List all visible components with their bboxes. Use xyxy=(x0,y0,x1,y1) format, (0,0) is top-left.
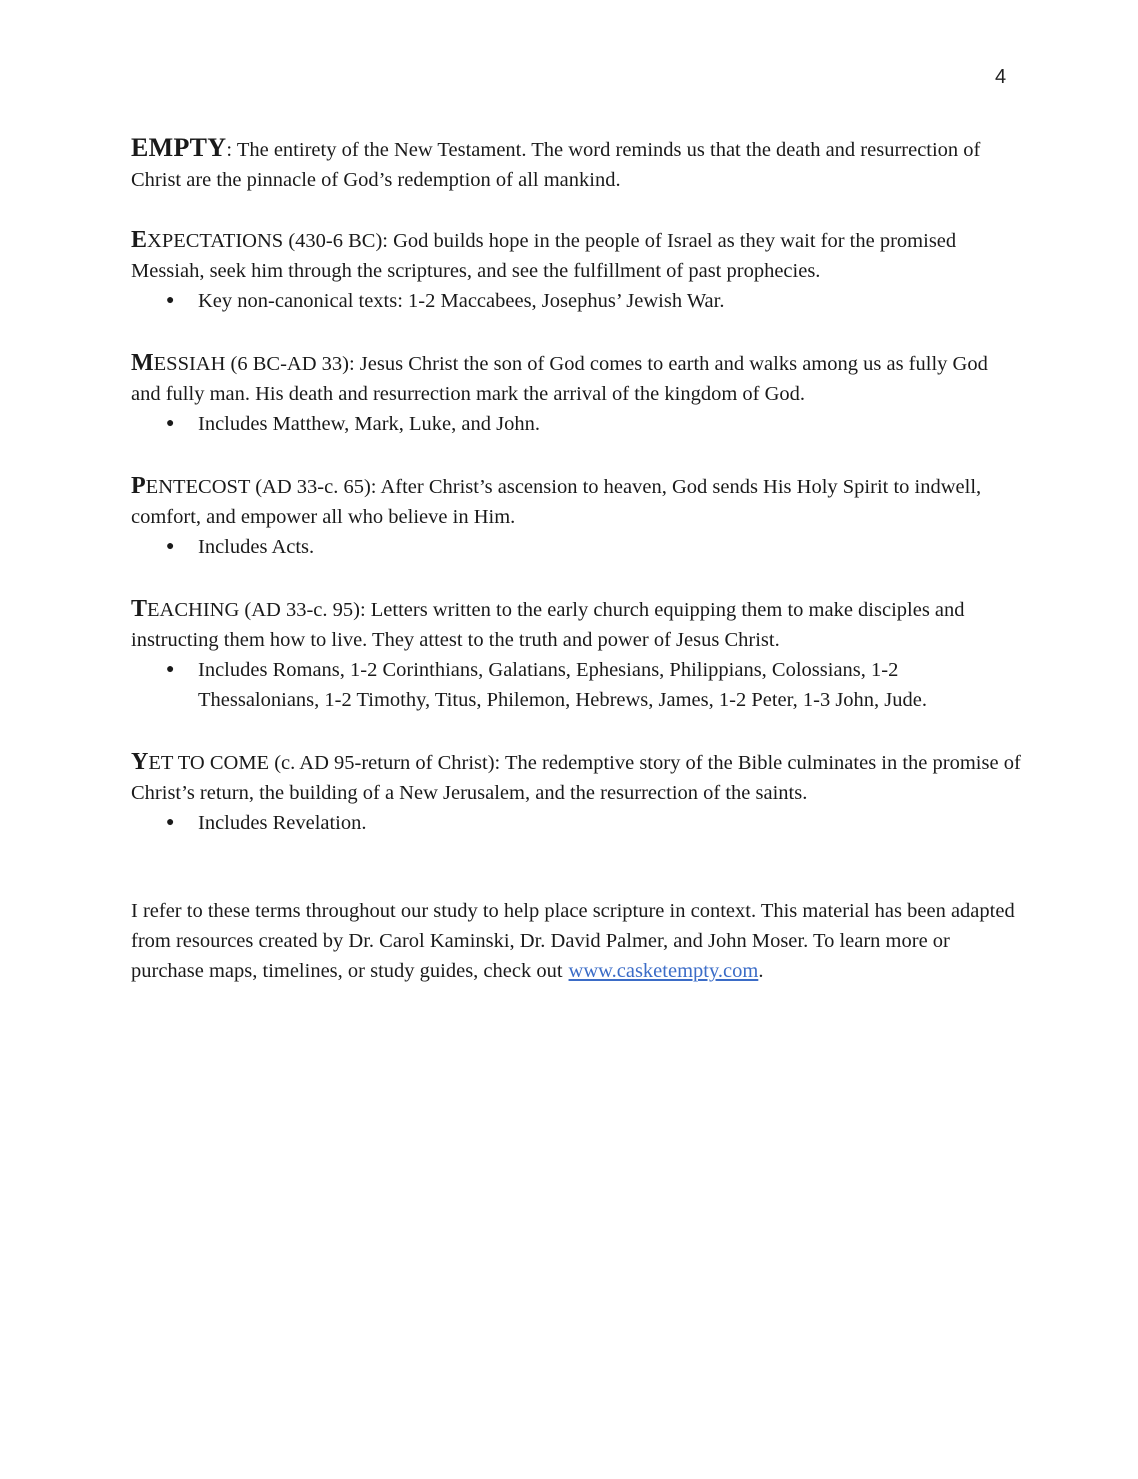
empty-text: : The entirety of the New Testament. The word reminds us that the death and resurrection of Christ are the pinnacle of God’s redemption of all mankind. xyxy=(131,139,981,191)
list-item xyxy=(166,655,1021,715)
section-teaching xyxy=(131,594,1021,715)
section-empty xyxy=(131,133,1021,195)
bullet-text: Includes Romans, 1-2 Corinthians, Galatians, Ephesians, Philippians, Colossians, 1-2 Thessalonians, 1-2 Timothy, Titus, Philemon, Hebrews, James, 1-2 Peter, 1-3 John, Jude. xyxy=(198,659,928,711)
bullet-icon: ● xyxy=(166,539,175,554)
messiah-bullets xyxy=(131,409,1021,439)
yet-to-come-initial: Y xyxy=(131,749,149,775)
expectations-paragraph xyxy=(131,225,1021,286)
expectations-bullets xyxy=(131,286,1021,316)
yet-to-come-paragraph xyxy=(131,747,1021,808)
bullet-icon: ● xyxy=(166,815,175,830)
list-item xyxy=(166,409,1021,439)
bullet-icon: ● xyxy=(166,416,175,431)
section-messiah xyxy=(131,348,1021,439)
expectations-heading: XPECTATIONS xyxy=(147,230,284,252)
pentecost-bullets xyxy=(131,532,1021,562)
yet-to-come-text: (c. AD 95-return of Christ): The redemptive story of the Bible culminates in the promise of Christ’s return, the building of a New Jerusalem, and the resurrection of the saints. xyxy=(131,752,1021,804)
empty-paragraph xyxy=(131,133,1021,195)
list-item xyxy=(166,808,1021,838)
empty-term: EMPTY xyxy=(131,133,227,162)
messiah-text: (6 BC-AD 33): Jesus Christ the son of God comes to earth and walks among us as fully God and fully man. His death and resurrection mark the arrival of the kingdom of God. xyxy=(131,353,988,405)
closing-period: . xyxy=(758,960,764,982)
document-body xyxy=(131,133,1021,1007)
pentecost-initial: P xyxy=(131,473,146,499)
bullet-icon: ● xyxy=(166,293,175,308)
closing-text: I refer to these terms throughout our study to help place scripture in context. This material has been adapted from resources created by Dr. Carol Kaminski, Dr. David Palmer, and John Moser. To learn more or purchase maps, timelines, or study guides, check out xyxy=(131,900,1015,982)
teaching-heading: EACHING xyxy=(147,599,240,621)
page-number: 4 xyxy=(995,66,1007,88)
bullet-text: Includes Acts. xyxy=(198,536,315,558)
teaching-text: (AD 33-c. 95): Letters written to the early church equipping them to make disciples and instructing them how to live. They attest to the truth and power of Jesus Christ. xyxy=(131,599,965,651)
expectations-text: (430-6 BC): God builds hope in the people of Israel as they wait for the promised Messiah, seek him through the scriptures, and see the fulfillment of past prophecies. xyxy=(131,230,957,282)
teaching-initial: T xyxy=(131,596,148,622)
section-expectations xyxy=(131,225,1021,316)
list-item xyxy=(166,532,1021,562)
list-item xyxy=(166,286,1021,316)
bullet-text: Key non-canonical texts: 1-2 Maccabees, Josephus’ Jewish War. xyxy=(198,290,725,312)
pentecost-heading: ENTECOST xyxy=(145,476,251,498)
bullet-text: Includes Matthew, Mark, Luke, and John. xyxy=(198,413,540,435)
yet-to-come-bullets xyxy=(131,808,1021,838)
pentecost-text: (AD 33-c. 65): After Christ’s ascension to heaven, God sends His Holy Spirit to indwell, comfort, and empower all who believe in Him. xyxy=(131,476,982,528)
bullet-text: Includes Revelation. xyxy=(198,812,367,834)
section-pentecost xyxy=(131,471,1021,562)
messiah-initial: M xyxy=(131,350,154,376)
pentecost-paragraph xyxy=(131,471,1021,532)
yet-to-come-heading: ET TO COME xyxy=(148,752,270,774)
casketempty-link[interactable]: www.casketempty.com xyxy=(568,960,759,982)
bullet-icon: ● xyxy=(166,662,175,677)
section-yet-to-come xyxy=(131,747,1021,838)
teaching-paragraph xyxy=(131,594,1021,655)
closing-paragraph xyxy=(131,896,1021,986)
expectations-initial: E xyxy=(131,227,148,253)
teaching-bullets xyxy=(131,655,1021,715)
messiah-heading: ESSIAH xyxy=(153,353,226,375)
messiah-paragraph xyxy=(131,348,1021,409)
